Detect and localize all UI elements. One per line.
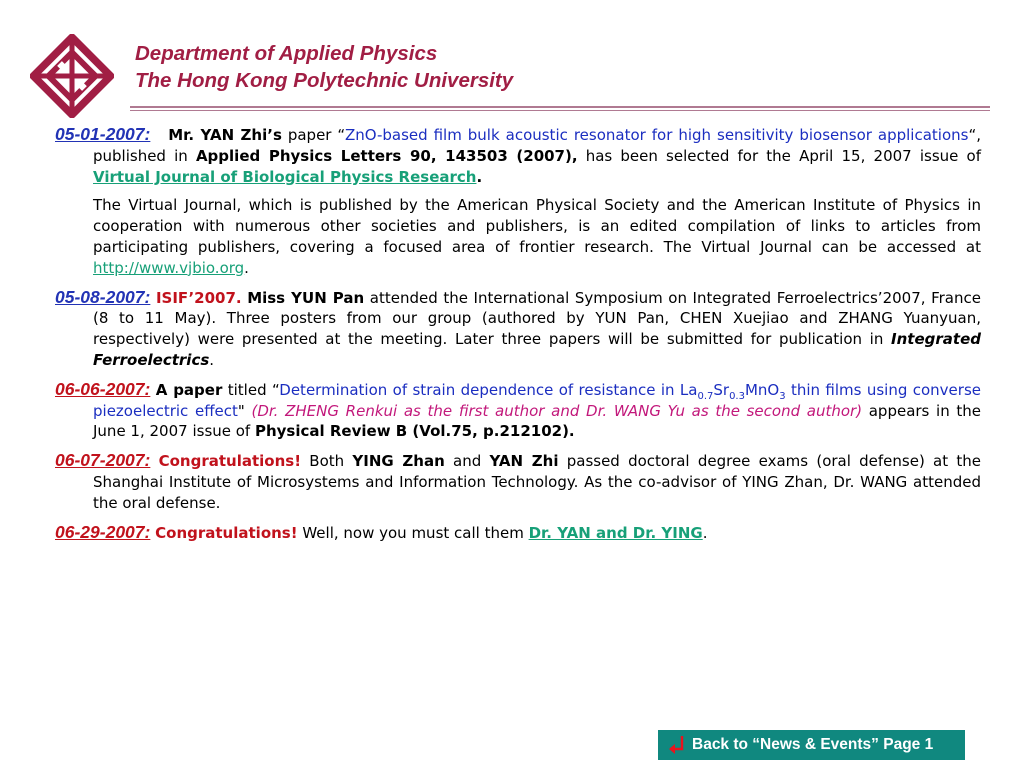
event-name: ISIF’2007.: [155, 288, 242, 307]
news-item: [55, 379, 981, 442]
news-text: ": [237, 401, 252, 420]
vjbio-url-link[interactable]: http://www.vjbio.org: [93, 258, 245, 277]
news-item: [55, 450, 981, 513]
university-title: The Hong Kong Polytechnic University: [135, 69, 514, 92]
news-text: titled “: [222, 380, 280, 399]
news-text: “, published in: [93, 126, 981, 165]
person-name: Miss YUN Pan: [247, 288, 365, 307]
news-text: has been selected for the April 15, 2007 issue of: [577, 146, 982, 165]
news-date: 06-06-2007:: [55, 378, 151, 399]
header-divider-thin: [130, 110, 990, 111]
person-name: YAN Zhi: [489, 452, 559, 471]
back-button-label: Back to “News & Events” Page 1: [692, 736, 934, 753]
news-item: [55, 287, 981, 371]
department-title: Department of Applied Physics: [135, 42, 438, 65]
journal-name: Physical Review B (Vol.75, p.212102).: [254, 422, 575, 441]
news-text: paper “: [281, 126, 345, 144]
journal-name: Applied Physics Letters 90, 143503 (2007),: [195, 146, 578, 165]
news-text: appears in the June 1, 2007 issue of: [93, 401, 982, 441]
paper-title: ZnO-based film bulk acoustic resonator for high sensitivity biosensor applications: [344, 126, 969, 144]
news-text: Both: [301, 452, 353, 471]
header-divider: [130, 106, 990, 108]
back-to-news-button[interactable]: [658, 730, 965, 760]
news-item: [55, 522, 981, 544]
return-arrow-icon: [668, 734, 686, 756]
news-text: .: [244, 258, 249, 277]
news-text: .: [209, 350, 215, 369]
polyu-logo-icon: [30, 34, 114, 118]
authors-note: (Dr. ZHENG Renkui as the first author and Dr. WANG Yu as the second author): [251, 401, 863, 420]
page-title: [135, 40, 513, 94]
news-date: 06-07-2007:: [55, 450, 151, 471]
news-date: 05-08-2007:: [55, 286, 151, 307]
lead-text: A paper: [155, 380, 223, 399]
paper-title: Determination of strain dependence of resistance in $La_{0.7}Sr_{0.3}MnO_3$ thin films using converse piezoelectric effect: [93, 380, 981, 420]
news-text: The Virtual Journal, which is published by the American Physical Society and the American Institute of Physics in cooperation with numerous other societies and publishers, is an edited compilation of links to articles from participating publishers, covering a focused area of frontier research. The Virtual Journal can be accessed at: [93, 196, 981, 256]
news-date: 06-29-2007:: [55, 521, 151, 542]
person-name: Mr. YAN Zhi’s: [168, 126, 282, 144]
vjbio-link[interactable]: Virtual Journal of Biological Physics Research: [93, 167, 477, 186]
congrats-label: Congratulations!: [155, 523, 298, 542]
doctors-link[interactable]: Dr. YAN and Dr. YING: [528, 523, 703, 542]
news-text: .: [702, 523, 708, 542]
news-text: and: [444, 452, 490, 471]
news-text: passed doctoral degree exams (oral defense) at the Shanghai Institute of Microsystems and Information Technology. As the co-advisor of YING Zhan, Dr. WANG attended the oral defense.: [93, 452, 981, 512]
news-list: [55, 124, 981, 551]
news-date: 05-01-2007:: [55, 124, 151, 144]
journal-name: Integrated Ferroelectrics: [93, 330, 981, 369]
news-item-continuation: [55, 195, 981, 278]
news-text: Well, now you must call them: [297, 523, 529, 542]
person-name: YING Zhan: [352, 452, 445, 471]
news-item: [55, 124, 981, 187]
news-text: .: [476, 167, 483, 186]
news-text: attended the International Symposium on Integrated Ferroelectrics’2007, France (8 to 11 May). Three posters from our group (authored by YUN Pan, CHEN Xuejiao and ZHANG Yuanyuan, respectively) were presented at the meeting. Later three papers will be submitted for publication in: [93, 288, 981, 349]
congrats-label: Congratulations!: [158, 452, 302, 471]
